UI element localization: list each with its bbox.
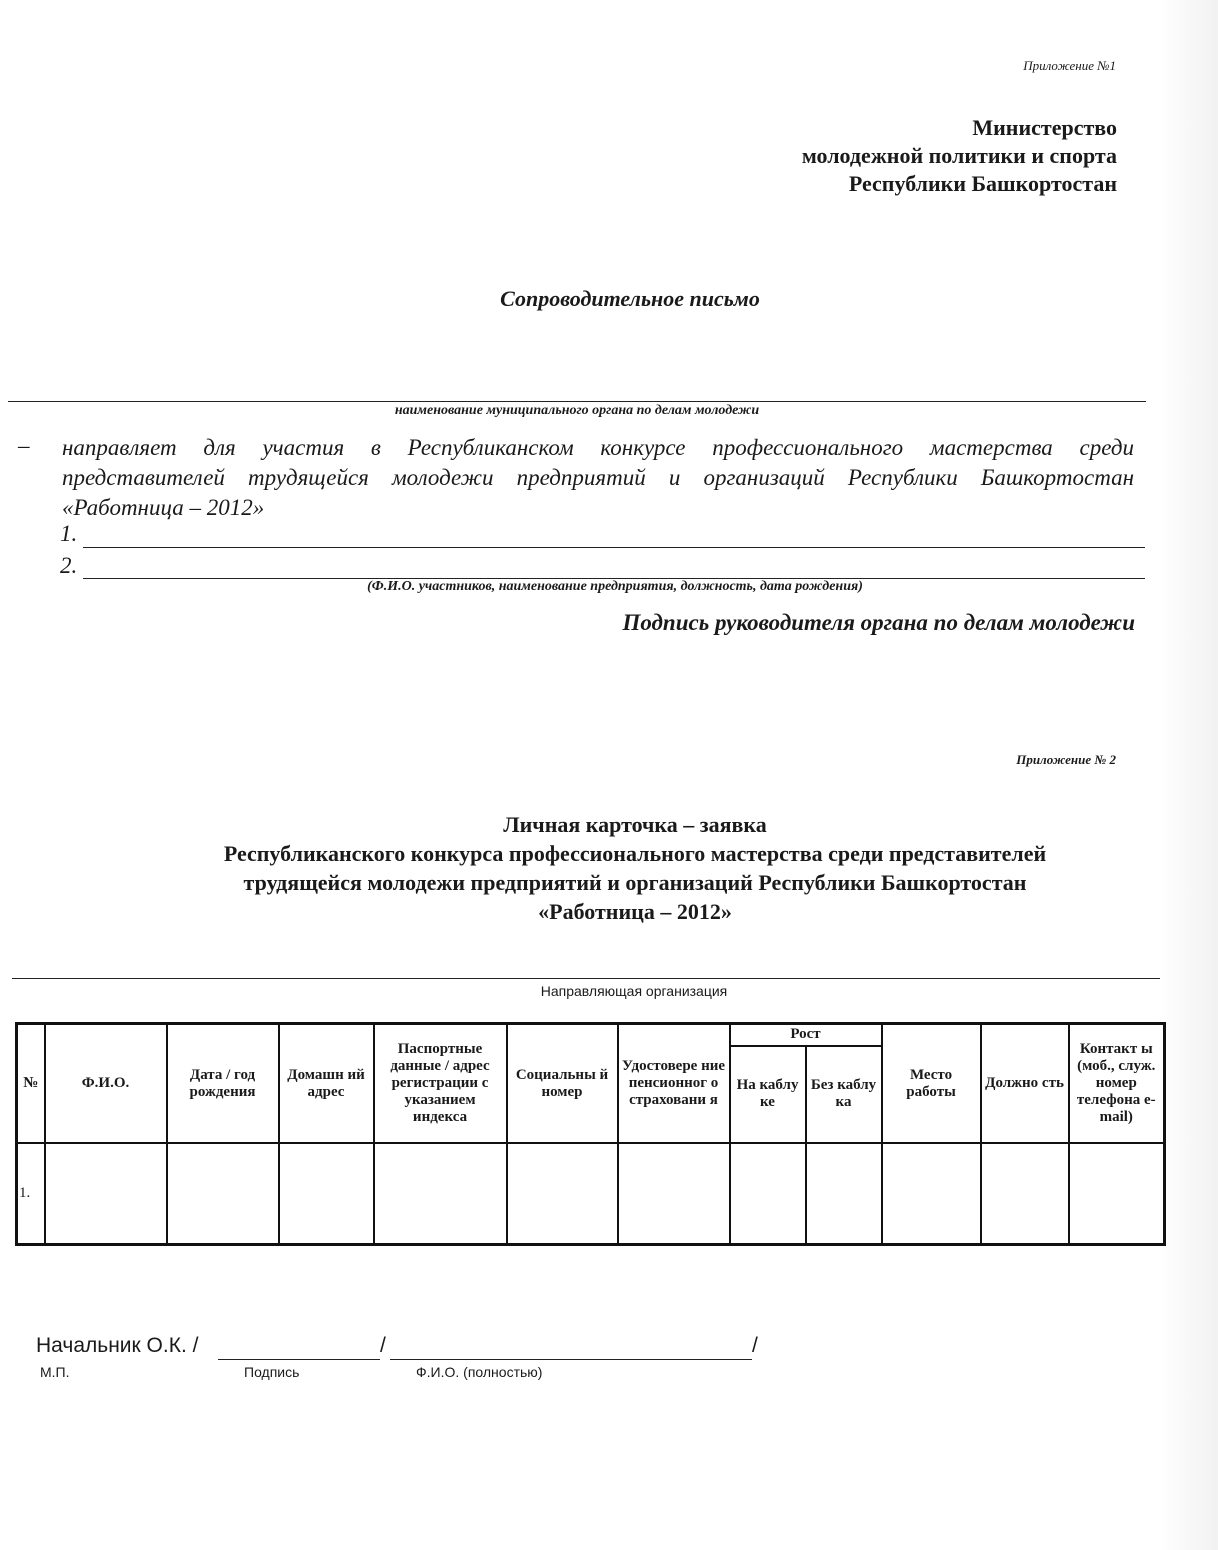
row-number-cell: 1. [17,1143,45,1244]
cell-height-heel[interactable] [730,1143,806,1244]
cell-social-number[interactable] [507,1143,618,1244]
header-social-number: Социальны й номер [507,1024,618,1144]
signature-end-slash: / [752,1334,758,1357]
table-header-row-1 [17,1024,1165,1046]
header-contacts: Контакт ы (моб., служ. номер телефона e-mail) [1069,1024,1165,1144]
cell-position[interactable] [981,1143,1069,1244]
header-height-heel: На каблу ке [730,1046,806,1143]
participant-number-1: 1. [60,521,78,546]
cell-workplace[interactable] [882,1143,981,1244]
header-dob: Дата / год рождения [167,1024,279,1144]
cell-contacts[interactable] [1069,1143,1165,1244]
participants-caption: (Ф.И.О. участников, наименование предприятия, должность, дата рождения) [367,579,863,594]
scan-edge-shadow [1158,0,1218,1550]
ministry-line-1: Министерство [972,115,1117,140]
card-title-line-3: трудящейся молодежи предприятий и организаций Республики Башкортостан [243,870,1027,895]
ministry-line-3: Республики Башкортостан [848,171,1117,196]
boss-signature-line-label: Начальник О.К. / [36,1334,199,1357]
card-title-line-2: Республиканского конкурса профессионального мастерства среди представителей [223,841,1047,866]
card-title-line-4: «Работница – 2012» [538,899,732,924]
header-pension-cert: Удостовере ние пенсионног о страховани я [618,1024,730,1144]
participant-number-2: 2. [60,553,78,578]
org-name-line [8,401,1146,402]
cell-home-address[interactable] [279,1143,374,1244]
cell-dob[interactable] [167,1143,279,1244]
header-height-no-heel: Без каблу ка [806,1046,882,1143]
boss-signature-underline [218,1359,380,1360]
header-fio: Ф.И.О. [45,1024,167,1144]
cover-letter-title: Сопроводительное письмо [500,286,760,311]
signature-caption: Подпись [244,1364,300,1380]
directing-org-line [12,978,1160,979]
fio-caption: Ф.И.О. (полностью) [416,1364,543,1380]
application-table [15,1022,1166,1246]
header-number: № [17,1024,45,1144]
org-name-caption: наименование муниципального органа по делам молодежи [394,403,760,418]
card-title-line-1: Личная карточка – заявка [503,812,767,837]
boss-fio-underline [390,1359,752,1360]
directing-org-caption: Направляющая организация [540,983,728,999]
cell-height-no-heel[interactable] [806,1143,882,1244]
appendix-2-label: Приложение № 2 [1016,752,1116,767]
header-position: Должно сть [981,1024,1069,1144]
appendix-1-label: Приложение №1 [1023,58,1116,73]
header-workplace: Место работы [882,1024,981,1144]
header-height: Рост [730,1024,882,1046]
ministry-line-2: молодежной политики и спорта [801,143,1117,168]
cover-letter-body: направляет для участия в Республиканском конкурсе профессионального мастерства среди представителей трудящейся молодежи предприятий и организаций Республики Башкортостан «Работница – 2012» [62,435,1134,520]
table-row [17,1143,1165,1244]
cell-pension-cert[interactable] [618,1143,730,1244]
stamp-place-label: М.П. [40,1364,70,1380]
head-signature-label: Подпись руководителя органа по делам молодежи [622,610,1135,635]
signature-separator-slash: / [380,1334,386,1357]
cell-passport[interactable] [374,1143,507,1244]
header-passport: Паспортные данные / адрес регистрации с указанием индекса [374,1024,507,1144]
list-dash: – [18,433,30,458]
participant-line-1 [83,547,1145,548]
ministry-address-block [802,114,1117,198]
cell-fio[interactable] [45,1143,167,1244]
header-home-address: Домашн ий адрес [279,1024,374,1144]
card-title-block [10,810,1218,926]
